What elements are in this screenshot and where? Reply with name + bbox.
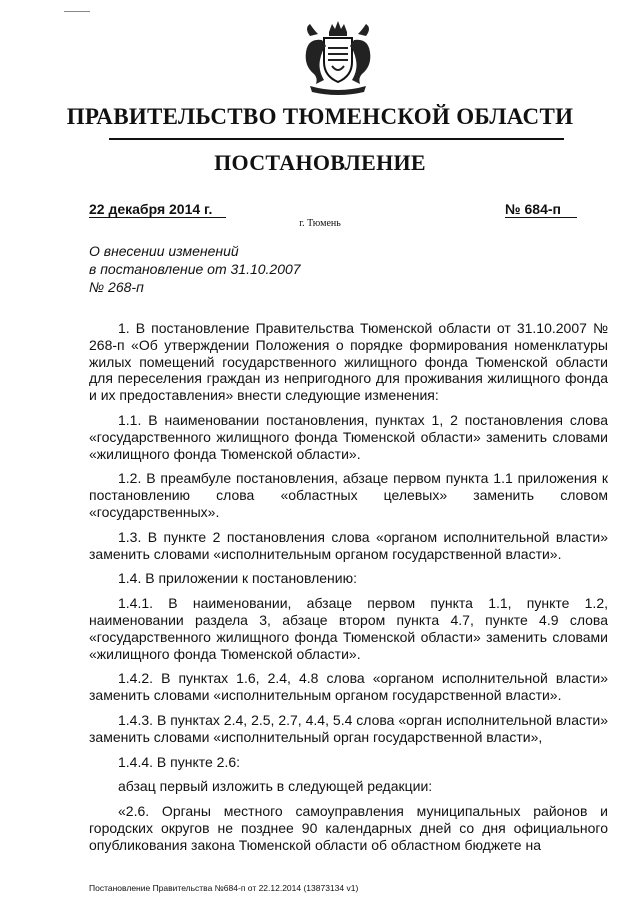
paragraph: 1.2. В преамбуле постановления, абзаце первом пункта 1.1 приложения к постановлению слова «областных целевых» заменить словом «государственных».	[89, 470, 608, 520]
document-type: ПОСТАНОВЛЕНИЕ	[214, 150, 426, 175]
paragraph: 1. В постановление Правительства Тюменской области от 31.10.2007 № 268-п «Об утверждении Положения о порядке формирования номенклатуры жилых помещений государственного жилищного фонда Тюменской области для переселения граждан из непригодного для проживания жилищного фонда и их предоставления» внести следующие изменения:	[89, 320, 608, 404]
document-subject	[89, 242, 301, 296]
paragraph: 1.4.3. В пунктах 2.4, 2.5, 2.7, 4.4, 5.4 слова «орган исполнительной власти» заменить словами «исполнительный орган государственной власти»,	[89, 711, 608, 745]
document-date: 22 декабря 2014 г.	[89, 201, 226, 218]
paragraph: 1.4.2. В пунктах 1.6, 2.4, 4.8 слова «органом исполнительной власти» заменить словами «исполнительным органом государственной власти».	[89, 670, 608, 704]
document-body	[89, 320, 608, 862]
paragraph: 1.3. В пункте 2 постановления слова «органом исполнительной власти» заменить словами «исполнительным органом государственной власти».	[89, 528, 608, 562]
document-number: № 684-п	[505, 201, 577, 218]
document-city: г. Тюмень	[299, 218, 341, 229]
subject-line: О внесении изменений	[89, 243, 239, 259]
paragraph: абзац первый изложить в следующей редакции:	[118, 778, 433, 795]
paragraph: 1.4.4. В пункте 2.6:	[118, 753, 241, 770]
scan-mark	[64, 11, 90, 12]
paragraph: 1.4.1. В наименовании, абзаце первом пункта 1.1, пункте 1.2, наименовании раздела 3, абзаце втором пункта 4.7, пункте 4.9 слова «государственного жилищного фонда Тюменской области» заменить словами «жилищного фонда Тюменской области».	[89, 595, 608, 662]
page-footer: Постановление Правительства №684-п от 22.12.2014 (13873134 v1)	[89, 883, 359, 893]
subject-line: в постановление от 31.10.2007	[89, 261, 301, 277]
coat-of-arms-icon	[296, 18, 380, 98]
paragraph: «2.6. Органы местного самоуправления муниципальных районов и городских округов не позднее 90 календарных дней со дня официального опубликования закона Тюменской области об областном бюджете на	[89, 803, 608, 853]
paragraph: 1.1. В наименовании постановления, пунктах 1, 2 постановления слова «государственного жилищного фонда Тюменской области» заменить словами «жилищного фонда Тюменской области».	[89, 411, 608, 462]
organization-title: ПРАВИТЕЛЬСТВО ТЮМЕНСКОЙ ОБЛАСТИ	[66, 104, 574, 129]
subject-line: № 268-п	[89, 279, 144, 295]
paragraph: 1.4. В приложении к постановлению:	[118, 570, 357, 587]
title-divider	[109, 138, 564, 140]
